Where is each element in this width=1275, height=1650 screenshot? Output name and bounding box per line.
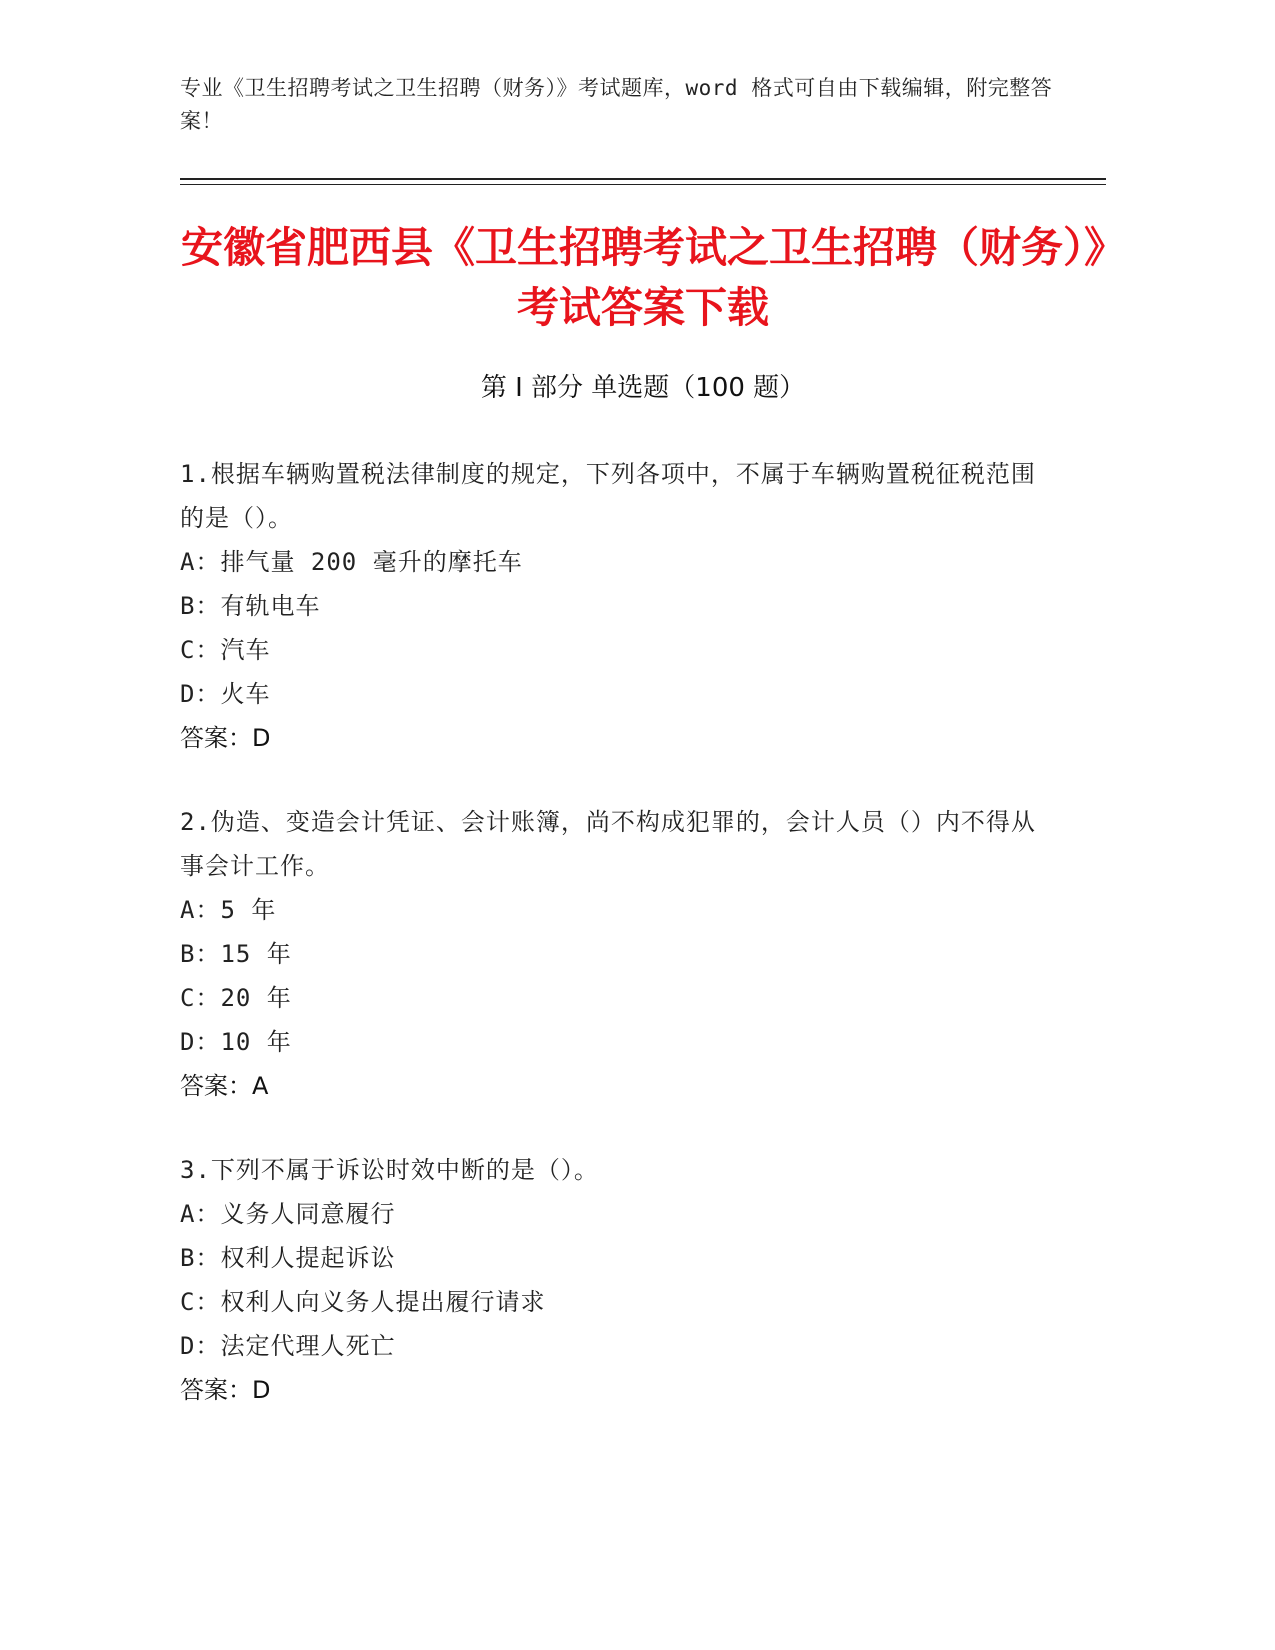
option-a: A：5 年	[180, 896, 277, 924]
answer-line: 答案：D	[180, 724, 271, 752]
option-a: A：排气量 200 毫升的摩托车	[180, 548, 523, 576]
option-d: D：火车	[180, 680, 271, 708]
option-a: A：义务人同意履行	[180, 1200, 396, 1228]
question-block	[180, 1148, 1060, 1412]
document-title: 安徽省肥西县《卫生招聘考试之卫生招聘（财务）》考试答案下载	[180, 223, 1105, 332]
question-text: 2.伪造、变造会计凭证、会计账簿，尚不构成犯罪的，会计人员（）内不得从事会计工作。	[180, 808, 1036, 880]
header-divider-thin	[180, 184, 1106, 185]
option-c: C：权利人向义务人提出履行请求	[180, 1288, 546, 1316]
option-c: C：20 年	[180, 984, 292, 1012]
option-b: B：15 年	[180, 940, 292, 968]
question-text: 1.根据车辆购置税法律制度的规定，下列各项中，不属于车辆购置税征税范围的是（）。	[180, 460, 1036, 532]
question-block	[180, 800, 1060, 1108]
option-d: D：法定代理人死亡	[180, 1332, 396, 1360]
header-divider-thick	[180, 178, 1106, 180]
option-c: C：汽车	[180, 636, 271, 664]
section-heading: 第 I 部分 单选题（100 题）	[480, 373, 806, 403]
option-b: B：有轨电车	[180, 592, 321, 620]
header-note: 专业《卫生招聘考试之卫生招聘（财务）》考试题库，word 格式可自由下载编辑，附完整答案！	[180, 76, 1053, 133]
answer-line: 答案：D	[180, 1376, 271, 1404]
question-text: 3.下列不属于诉讼时效中断的是（）。	[180, 1156, 599, 1184]
option-d: D：10 年	[180, 1028, 292, 1056]
option-b: B：权利人提起诉讼	[180, 1244, 396, 1272]
answer-line: 答案：A	[180, 1072, 269, 1100]
question-block	[180, 452, 1060, 760]
